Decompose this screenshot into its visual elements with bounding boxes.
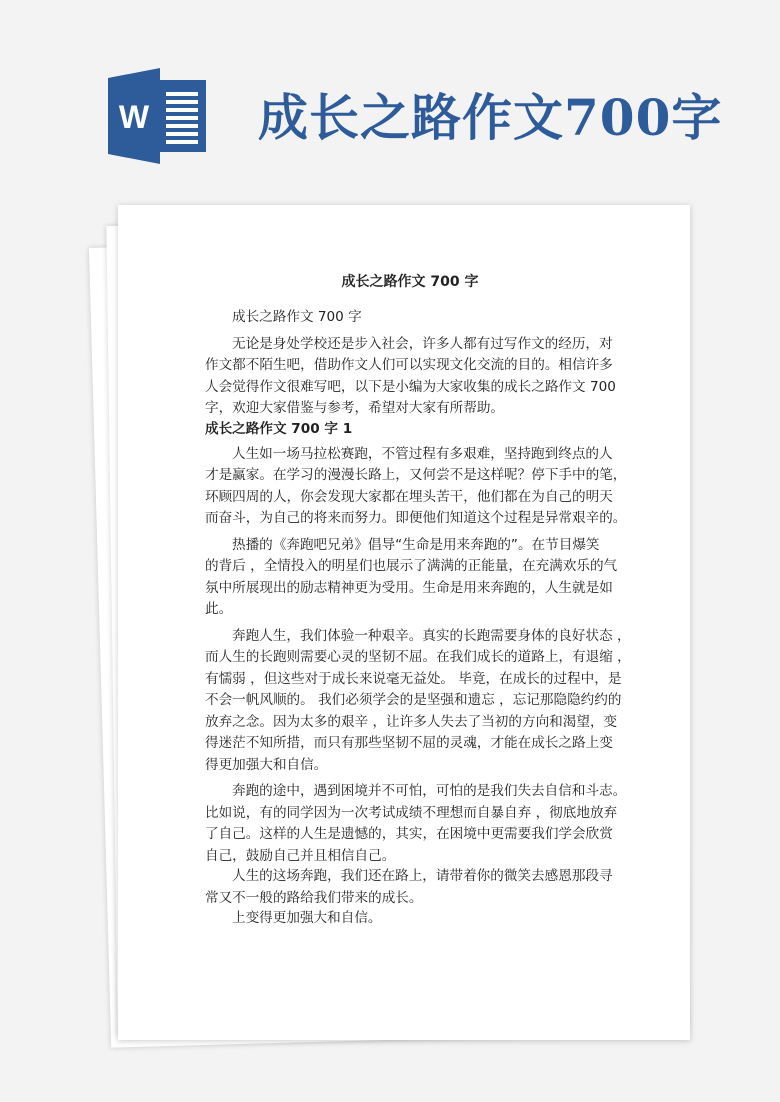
text-line: 比如说，有的同学因为一次考试成绩不理想而自暴自弃 ，彻底地放弃: [205, 804, 618, 821]
banner-title: 成长之路作文700字: [258, 88, 723, 147]
document-page: [118, 205, 690, 1040]
paragraph: [205, 535, 618, 621]
text-line: 了自己。这样的人生是遗憾的，其实，在困境中更需要我们学会欣赏: [205, 826, 613, 842]
text-line: 而人生的长跑则需要心灵的坚韧不屈。在我们成长的道路上，有退缩 ，: [205, 649, 631, 665]
text-line: 常又不一般的路给我们带来的成长。: [205, 889, 423, 906]
text-line: 不会一帆风顺的。 我们必须学会的是坚强和遗忘 ，忘记那隐隐约约的: [205, 692, 622, 708]
text-line: 才是赢家。在学习的漫漫长路上，又何尝不是这样呢？停下手中的笔，: [205, 467, 627, 483]
paragraph: [205, 866, 615, 909]
text-line: 人会觉得作文很难写吧，以下是小编为大家收集的成长之路作文 700: [205, 378, 616, 395]
text-line: 成长之路作文 700 字: [232, 309, 362, 325]
text-line: 的背后 ，全情投入的明星们也展示了满满的正能量，在充满欢乐的气: [205, 558, 618, 574]
paragraph: [205, 444, 627, 530]
document-body: [205, 271, 631, 935]
paragraph: [205, 334, 615, 420]
text-line: 无论是身处学校还是步入社会，许多人都有过写作文的经历，对: [232, 335, 613, 352]
text-line: 奔跑的途中，遇到困境并不可怕，可怕的是我们失去自信和斗志。: [232, 783, 627, 799]
paragraph: [205, 908, 615, 930]
text-line: 作文都不陌生吧，借助作文人们可以实现文化交流的目的。相信许多: [205, 357, 613, 373]
text-line: 而奋斗，为自己的将来而努力。即便他们知道这个过程是异常艰辛的。: [205, 510, 627, 526]
text-line: 放弃之念。因为太多的艰辛 ，让许多人失去了当初的方向和渴望，变: [205, 713, 618, 730]
paragraph: [205, 626, 631, 777]
text-line: 氛中所展现出的励志精神更为受用。生命是用来奔跑的，人生就是如: [205, 579, 613, 596]
text-line: 得迷茫不知所措，而只有那些坚韧不屈的灵魂，才能在成长之路上变: [205, 735, 613, 751]
text-line: 环顾四周的人，你会发现大家都在埋头苦干，他们都在为自己的明天: [205, 488, 613, 505]
text-line: 奔跑人生，我们体验一种艰辛。真实的长跑需要身体的良好状态 ，: [232, 627, 631, 644]
word-logo-icon: [108, 68, 208, 164]
text-line: 有懦弱 ，但这些对于成长来说毫无益处。 毕竟，在成长的过程中，是: [205, 670, 622, 687]
svg-text:W: W: [118, 99, 150, 135]
text-line: 得更加强大和自信。: [205, 756, 328, 773]
text-line: 人生的这场奔跑，我们还在路上，请带着你的微笑去感恩那段寻: [232, 868, 613, 884]
paragraph: [205, 781, 627, 867]
section-heading: 成长之路作文 700 字 1: [205, 420, 353, 437]
text-line: 上变得更加强大和自信。: [232, 910, 382, 926]
text-line: 自己，鼓励自己并且相信自己。: [205, 847, 396, 864]
document-title: 成长之路作文 700 字: [341, 274, 479, 290]
text-line: 此。: [205, 601, 233, 617]
text-line: 热播的《奔跑吧兄弟》倡导“生命是用来奔跑的”。在节目爆笑: [232, 536, 600, 553]
text-line: 字，欢迎大家借鉴与参考，希望对大家有所帮助。: [205, 400, 505, 416]
paragraph: [205, 307, 615, 329]
text-line: 人生如一场马拉松赛跑，不管过程有多艰难，坚持跑到终点的人: [232, 445, 613, 462]
